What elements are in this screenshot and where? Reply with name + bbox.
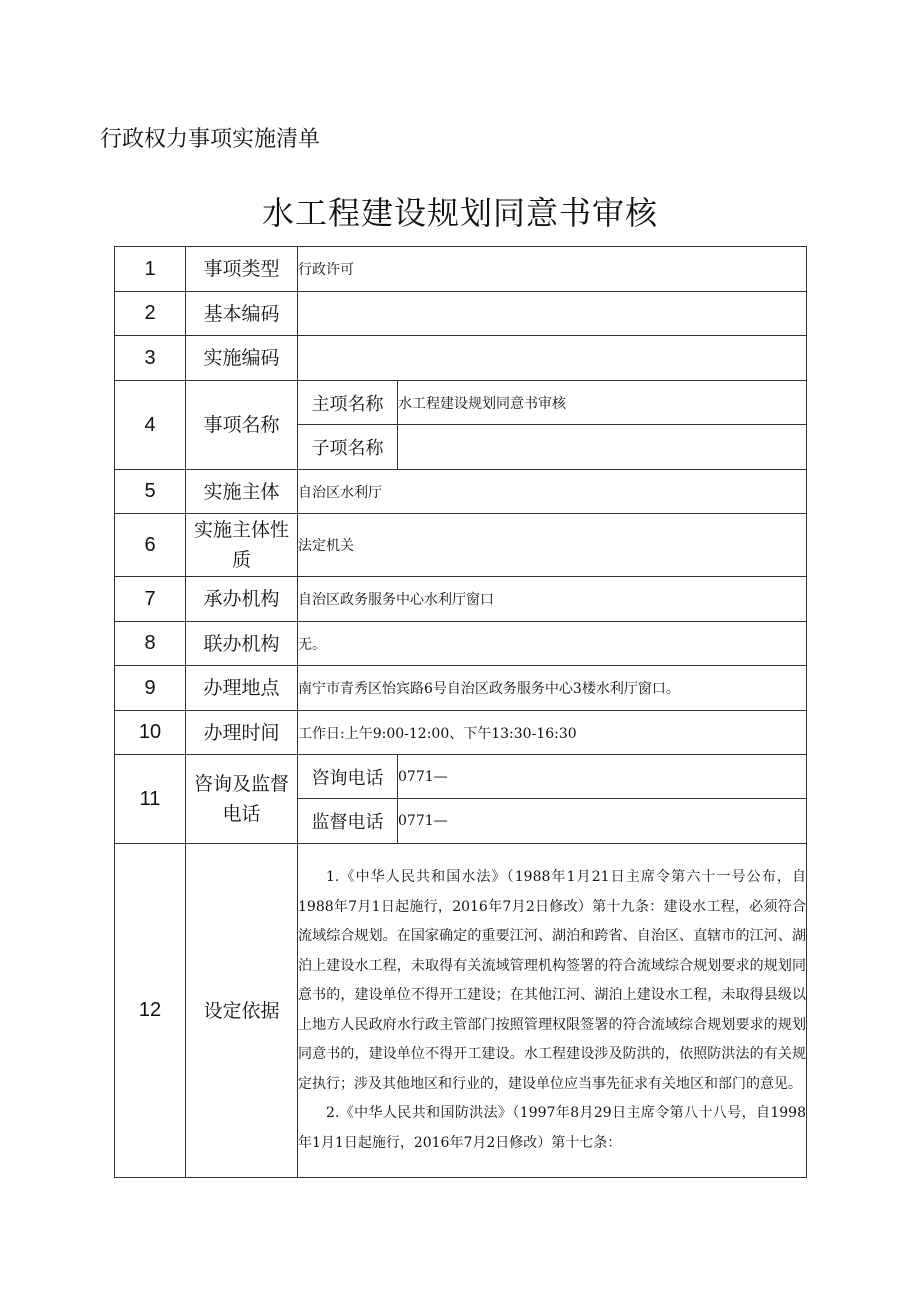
field-label-phones — [186, 755, 298, 844]
table-row — [115, 577, 807, 622]
sub-label-consult-phone: 咨询电话 — [298, 755, 398, 799]
legal-basis-text — [298, 844, 807, 1178]
row-number: 8 — [115, 622, 186, 666]
field-value-basic-code — [298, 292, 807, 336]
field-label-hours: 办理时间 — [186, 711, 298, 755]
table-row — [115, 711, 807, 755]
row-number: 6 — [115, 514, 186, 577]
document-label: 行政权力事项实施清单 — [100, 127, 321, 152]
sub-label-supervise-phone: 监督电话 — [298, 799, 398, 844]
field-value-impl-body: 自治区水利厅 — [298, 470, 807, 514]
row-number: 1 — [115, 247, 186, 292]
field-label-impl-body: 实施主体 — [186, 470, 298, 514]
row-number: 5 — [115, 470, 186, 514]
table-row — [115, 336, 807, 381]
item-details-table — [114, 246, 807, 1178]
row-number: 3 — [115, 336, 186, 381]
field-value-item-type: 行政许可 — [298, 247, 807, 292]
field-label-item-name: 事项名称 — [186, 381, 298, 470]
field-label-handling-org: 承办机构 — [186, 577, 298, 622]
field-value-impl-body-nature: 法定机关 — [298, 514, 807, 577]
sub-label-main-item: 主项名称 — [298, 381, 398, 425]
field-value-handling-org: 自治区政务服务中心水利厅窗口 — [298, 577, 807, 622]
sub-value-consult-phone: 0771— — [398, 755, 807, 799]
document-title: 水工程建设规划同意书审核 — [261, 194, 658, 232]
table-row — [115, 514, 807, 577]
table-row — [115, 844, 807, 1178]
field-label-legal-basis: 设定依据 — [186, 844, 298, 1178]
row-number: 2 — [115, 292, 186, 336]
field-label-joint-org: 联办机构 — [186, 622, 298, 666]
sub-value-main-item: 水工程建设规划同意书审核 — [398, 381, 807, 425]
row-number: 11 — [115, 755, 186, 844]
field-label-item-type: 事项类型 — [186, 247, 298, 292]
sub-label-sub-item: 子项名称 — [298, 425, 398, 470]
field-label-impl-body-nature — [186, 514, 298, 577]
row-number: 7 — [115, 577, 186, 622]
table-row — [115, 292, 807, 336]
table-row — [115, 247, 807, 292]
row-number: 4 — [115, 381, 186, 470]
field-label-basic-code: 基本编码 — [186, 292, 298, 336]
table-row — [115, 755, 807, 799]
sub-value-supervise-phone: 0771— — [398, 799, 807, 844]
field-value-location: 南宁市青秀区怡宾路6号自治区政务服务中心3楼水利厅窗口。 — [298, 666, 807, 711]
legal-basis-paragraph: 1.《中华人民共和国水法》（1988年1月21日主席令第六十一号公布，自1988年7月1日起施行，2016年7月2日修改）第十九条：建设水工程，必须符合流域综合规划。在国家确定的重要江河、湖泊和跨省、自治区、直辖市的江河、湖泊上建设水工程，未取得有关流域管理机构签署的符合流域综合规划要求的规划同意书的，建设单位不得开工建设；在其他江河、湖泊上建设水工程，未取得县级以上地方人民政府水行政主管部门按照管理权限签署的符合流域综合规划要求的规划同意书的，建设单位不得开工建设。水工程建设涉及防洪的，依照防洪法的有关规定执行；涉及其他地区和行业的，建设单位应当事先征求有关地区和部门的意见。 — [298, 869, 806, 1092]
table-row — [115, 470, 807, 514]
label-line: 质 — [231, 549, 251, 571]
legal-basis-paragraph: 2.《中华人民共和国防洪法》（1997年8月29日主席令第八十八号，自1998年1月1日起施行，2016年7月2日修改）第十七条： — [298, 1105, 806, 1151]
field-label-location: 办理地点 — [186, 666, 298, 711]
label-line: 实施主体性 — [193, 519, 289, 541]
row-number: 9 — [115, 666, 186, 711]
row-number: 12 — [115, 844, 186, 1178]
field-value-joint-org: 无。 — [298, 622, 807, 666]
table-row — [115, 381, 807, 425]
field-label-impl-code: 实施编码 — [186, 336, 298, 381]
table-row — [115, 622, 807, 666]
field-value-impl-code — [298, 336, 807, 381]
label-line: 电话 — [222, 803, 261, 825]
row-number: 10 — [115, 711, 186, 755]
table-row — [115, 666, 807, 711]
label-line: 咨询及监督 — [193, 773, 289, 795]
field-value-hours: 工作日:上午9:00-12:00、下午13:30-16:30 — [298, 711, 807, 755]
sub-value-sub-item — [398, 425, 807, 470]
